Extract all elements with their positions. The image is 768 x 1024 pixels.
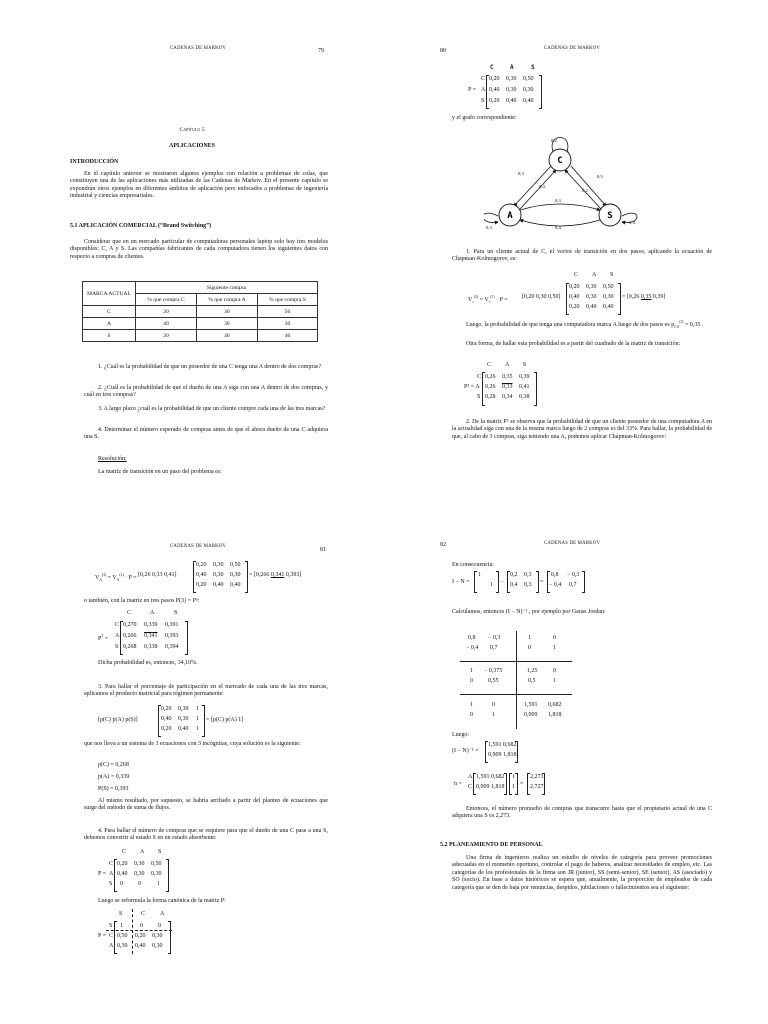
eq-col-label: S <box>174 610 178 616</box>
edge-label: 0,3 <box>518 171 524 176</box>
matrix-row-label: C <box>115 622 120 628</box>
table-row <box>83 318 318 330</box>
table-cell: S <box>83 330 136 342</box>
n-label: n = <box>454 781 462 787</box>
matrix-cell: 1 <box>512 784 515 790</box>
matrix-cell: 0,30 <box>603 294 614 300</box>
running-header: CADENAS DE MARKOV <box>544 46 601 51</box>
matrix-row-label: A <box>109 871 114 877</box>
paragraph-2: Luego, la probabilidad de que tenga una computadora marca A luego de dos pasos es $p_{CA}^{(2)} = 0,35$ . <box>466 320 704 330</box>
edge-label: 0,4 <box>629 220 635 225</box>
eq-result-highlight: 0,341 <box>270 572 285 578</box>
matrix-cell: 0,3 <box>524 572 532 578</box>
chapter-title: APLICACIONES <box>168 143 215 149</box>
p2-label: P² = A <box>464 384 480 390</box>
matrix-cell: 0,394 <box>165 644 179 650</box>
matrix-cell: 2,273 <box>530 774 544 780</box>
bracket <box>534 372 537 406</box>
matrix-cell: 0,39 <box>519 374 530 380</box>
eq-result-part: [0,26 <box>626 294 641 300</box>
steady-left: [p(C) p(A) p(S)] <box>98 717 138 723</box>
matrix-col-a: A <box>510 64 514 71</box>
matrix-cell: 0,30 <box>151 871 162 877</box>
matrix-cell: 0,30 <box>230 572 241 578</box>
edge-label: 0,3 <box>486 225 492 230</box>
eq-symbol: · P = <box>496 297 508 303</box>
matrix-cell: 0,40 <box>523 98 534 104</box>
tableau-cell: 0 <box>528 645 531 651</box>
matrix-cell: 0,4 <box>510 582 518 588</box>
eq-result: = [0,266 0,341 0,393] <box>249 572 302 578</box>
tableau-cell: 1 <box>553 645 556 651</box>
matrix-cell: 1 <box>490 582 493 588</box>
matrix-cell: 0,682 <box>491 774 505 780</box>
eq-col-label: S <box>610 272 614 278</box>
matrix-cell: 0,40 <box>178 726 189 732</box>
in-label: I − N = <box>452 579 470 585</box>
section-paragraph: Una firma de ingenieros realiza un estudio de niveles de categoría para proveer promociones adecuadas en el momento oportuno, controlar el pago de haberes, analizar necesidades de empleo, etc. Las categorías de los profesionales de la firma son JR (junior), SS (semi-senior), SE (senior), AS (asociado) y SO (socio). En base a datos históricos se espera que, anualmente, la proporción de empleados de cada categoría que se den de baja por renuncias, despidos, jubilaciones o fallecimientos sea el siguiente: <box>452 855 712 891</box>
node-label: C <box>557 156 563 166</box>
matrix-cell: 0,20 <box>489 76 500 82</box>
page-81 <box>0 512 384 1024</box>
tableau-cell: 0,682 <box>548 702 562 708</box>
eq-col-label: C <box>574 272 579 278</box>
tableau-cell: 0 <box>470 712 473 718</box>
matrix-cell: 0,50 <box>603 284 614 290</box>
bracket <box>474 571 477 593</box>
table-group-header: Siguiente compra <box>136 282 318 294</box>
matrix-cell: 0,391 <box>165 622 179 628</box>
table-cell: C <box>83 306 136 318</box>
page-number: 79 <box>318 48 324 54</box>
matrix-cell: 0,20 <box>161 726 172 732</box>
tableau-cell: 0 <box>492 702 495 708</box>
matrix-cell: 0,909 <box>488 752 502 758</box>
intro-paragraph: En el capítulo anterior se mostraron algunos ejemplos con relación a problemas de colas, que constituyen una de las aplicaciones más utilizadas de las Cadenas de Markov. En el presente capítulo se expondrán otros ejemplos en diferentes ámbitos de aplicación pero enfocados a problemas de ingeniería industrial y ciencias empresariales. <box>70 171 328 200</box>
matrix-cell: 0,50 <box>117 933 128 939</box>
matrix-cell: 1 <box>196 706 199 712</box>
solution-pa: p(A) = 0,339 <box>98 774 130 780</box>
running-header: CADENAS DE MARKOV <box>170 46 227 51</box>
tableau-cell: 0,8 <box>468 635 476 641</box>
question-1: 1. ¿Cuál es la probabilidad de que un poseedor de una C tenga una A dentro de dos compras? <box>98 364 322 370</box>
matrix-row-label: S <box>481 98 485 104</box>
page-82 <box>384 512 768 1024</box>
matrix-cell: 0,35 <box>502 374 513 380</box>
matrix-cell: 0,30 <box>213 562 224 568</box>
calc-text: Calculamos, entonces (I − N)⁻¹ , por ejemplo por Gauss Jordan: <box>452 609 606 615</box>
matrix-cell: 0,40 <box>569 294 580 300</box>
matrix-cell: 0,34 <box>502 394 513 400</box>
matrix-cell: 0,20 <box>196 582 207 588</box>
matrix-cell: − 0,3 <box>567 572 580 578</box>
bracket <box>168 921 171 954</box>
eq-result: = [0,26 0,35 0,39] <box>622 294 666 300</box>
tableau-cell: − 0,4 <box>466 645 479 651</box>
matrix-cell: 0,30 <box>178 706 189 712</box>
tableau-cell: 1 <box>528 635 531 641</box>
table-cell: 30 <box>196 306 257 318</box>
eq-col-label: S <box>158 849 162 855</box>
matrix-cell: 0,909 <box>476 784 490 790</box>
matrix-cell: 0,30 <box>134 861 145 867</box>
p3-label: $P^3$ = <box>98 634 109 642</box>
tableau-cell: 0,55 <box>488 678 499 684</box>
transition-graph <box>484 130 664 235</box>
matrix-row-label: S <box>109 881 113 887</box>
paragraph-2-tail: = 0,35 . <box>684 322 704 328</box>
eq-v2: $V_c^{(2)} = V_c^{(1)} \cdot P$ = <box>468 295 508 305</box>
canonical-text: Luego se reformula la forma canónica de la matriz P: <box>98 898 226 904</box>
table-row <box>83 306 318 318</box>
solution-ps: P(S) = 0,393 <box>98 786 129 792</box>
matrix-cell: 0,40 <box>213 582 224 588</box>
edge-a-c <box>520 170 556 209</box>
page-80 <box>384 0 768 512</box>
table-col-header: % que compra S <box>257 294 317 306</box>
minus-sign: − <box>500 579 504 585</box>
matrix-row-label: A <box>481 87 486 93</box>
abs-label: P = <box>98 871 106 877</box>
matrix-cell: 0,40 <box>506 98 517 104</box>
tableau-cell: − 0,3 <box>488 635 501 641</box>
matrix-cell: 1 <box>196 716 199 722</box>
question-3: 3. A largo plazo ¿cuál es la probabilidad de que un cliente compre cada una de las tres marcas? <box>98 406 326 412</box>
page-number: 80 <box>440 48 446 54</box>
eq-symbol: = V <box>479 297 489 303</box>
matrix-row-label: C <box>468 784 473 790</box>
canon-label: P = <box>98 933 106 939</box>
probability-text: Dicha probabilidad es, entonces, 34,10%. <box>98 660 198 666</box>
matrix-cell: 0,20 <box>117 861 128 867</box>
eq-col-label: C <box>122 849 127 855</box>
matrix-col-c: C <box>490 64 494 71</box>
matrix-cell: 0,682 <box>503 742 517 748</box>
matrix-cell: 0,20 <box>161 706 172 712</box>
table-cell: 50 <box>257 306 317 318</box>
resolution-heading: Resolución: <box>98 456 127 462</box>
matrix-cell: 0,266 <box>123 633 137 639</box>
luego-text: Luego: <box>452 732 469 738</box>
matrix-row-label: S <box>477 394 481 400</box>
eq-col-label: A <box>150 610 155 616</box>
matrix-cell: 0,338 <box>144 644 158 650</box>
table-cell: 30 <box>196 318 257 330</box>
matrix-cell: 0,40 <box>161 716 172 722</box>
matrix-cell: 0,30 <box>178 716 189 722</box>
equals-sign: = <box>540 579 544 585</box>
tableau-cell: 0,5 <box>528 678 536 684</box>
table-col-header: % que compra A <box>196 294 257 306</box>
matrix-cell: 0,40 <box>196 572 207 578</box>
tableau-cell: 0 <box>470 678 473 684</box>
matrix-cell: 1 <box>478 572 481 578</box>
edge-label: 0,2 <box>582 188 588 193</box>
matrix-cell: 1,818 <box>491 784 505 790</box>
edge-c-s <box>571 166 606 206</box>
section-heading: 5.1 APLICACIÓN COMERCIAL (“Brand Switching”) <box>70 223 212 229</box>
matrix-cell: 2,727 <box>530 784 544 790</box>
matrix-cell: 0,393 <box>165 633 179 639</box>
matrix-cell: 0 <box>158 923 161 929</box>
bracket <box>245 561 248 593</box>
eq-col-label: C <box>141 911 146 917</box>
equals-sign: = <box>520 781 524 787</box>
eq-v3: $V_A^{(3)} = V_A^{(2)} \cdot P$ = <box>95 573 137 583</box>
eq-col-label: A <box>592 272 597 278</box>
matrix-cell: 0,8 <box>551 572 559 578</box>
question-2: 2. ¿Cuál es la probabilidad de que el dueño de una A siga con una A dentro de dos compras, y cuál en tres compras? <box>84 385 328 399</box>
matrix-cell: 0 <box>120 881 123 887</box>
resolution-text: La matriz de transición en un paso del problema es: <box>98 469 222 475</box>
paragraph-3: 3. Para hallar el porcentaje de participación en el mercado de cada una de las tres marcas, aplicamos el producto matricial para régimen permanente: <box>84 684 328 698</box>
paragraph-2-text: Luego, la probabilidad de que tenga una computadora marca A luego de dos pasos es p <box>466 322 675 328</box>
table-corner: MARCA ACTUAL <box>83 282 136 306</box>
question-4: 4. Determinar el número esperado de compras antes de que el ahora dueño de una C adquiera una S. <box>84 427 328 441</box>
eq-result-part: [0,266 <box>253 572 271 578</box>
matrix-cell: 0,270 <box>123 622 137 628</box>
matrix-bracket-right <box>539 75 542 109</box>
matrix-cell: 0,41 <box>519 384 530 390</box>
matrix-cell: 0,20 <box>569 304 580 310</box>
bracket <box>166 859 169 892</box>
matrix-cell: 0,26 <box>485 374 496 380</box>
inverse-label: (I − N)⁻¹ = <box>452 748 479 754</box>
page-number: 81 <box>320 547 326 553</box>
tableau-cell: 0 <box>553 668 556 674</box>
tableau-cell: − 0,375 <box>484 668 503 674</box>
table-cell: 40 <box>196 330 257 342</box>
matrix-cell: 0,30 <box>152 943 163 949</box>
matrix-cell: 0 <box>140 923 143 929</box>
matrix-cell-highlight: 0,33 <box>502 384 513 390</box>
page-number: 82 <box>440 542 446 548</box>
solution-pc: p(C) = 0,268 <box>98 762 129 768</box>
matrix-cell: 0,40 <box>489 87 500 93</box>
matrix-cell: 0,2 <box>510 572 518 578</box>
steady-right: = [p(C) p(A) 1] <box>206 717 244 723</box>
eq-col-label: A <box>140 849 145 855</box>
bracket <box>185 621 188 655</box>
matrix-cell: 0,30 <box>117 943 128 949</box>
matrix-cell: 0,26 <box>485 384 496 390</box>
intro-heading: INTRODUCCIÓN <box>70 159 119 165</box>
matrix-cell: 0,30 <box>586 284 597 290</box>
matrix-cell: 0,30 <box>134 871 145 877</box>
matrix-cell: 0,20 <box>489 98 500 104</box>
eq-result-part: 0,393] <box>284 572 302 578</box>
brand-table <box>82 281 318 342</box>
tableau-cell: 1 <box>470 668 473 674</box>
matrix-cell: 0,30 <box>152 933 163 939</box>
matrix-row-label: S <box>115 644 119 650</box>
edge-label: 0,3 <box>555 198 561 203</box>
tableau-cell: 1 <box>492 712 495 718</box>
matrix-cell: 0,40 <box>230 582 241 588</box>
matrix-cell: 0,40 <box>135 943 146 949</box>
matrix-cell: 0,30 <box>586 294 597 300</box>
matrix-col-s: S <box>531 64 535 71</box>
eq-result-part: 0,39] <box>651 294 666 300</box>
matrix-cell: 1 <box>512 774 515 780</box>
eq-result-highlight: 0,35 <box>640 294 652 300</box>
table-col-header: % que compra C <box>136 294 197 306</box>
system-text: que nos lleva a un sistema de 3 ecuaciones con 3 incógnitas, cuya solución es la siguiente: <box>84 741 301 747</box>
matrix-row-label: C <box>109 933 114 939</box>
matrix-row-label: C <box>481 76 486 82</box>
matrix-cell: 1 <box>120 923 123 929</box>
bracket <box>536 571 539 593</box>
matrix-cell: 0,339 <box>144 622 158 628</box>
eq-col-label: A <box>505 362 510 368</box>
section-paragraph: Considerar que en un mercado particular de computadoras personales laptop solo hay tres modelos disponibles: C, A y S. Las compañías fabricantes de cada computadora tienen los siguientes datos con respecto a compras de clientes. <box>70 239 328 260</box>
paragraph-4: 2. De la matriz P² se observa que la probabilidad de que un cliente poseedor de una computadora A en la actualidad siga con una de la misma marca luego de 2 compras es del 33%. Para hallar, la probabilidad de que, al cabo de 3 compras, siga teniendo una A, podemos aplicar Chapman-Kolmogorov: <box>452 419 712 440</box>
tableau-cell: 1,591 <box>524 702 538 708</box>
matrix-cell: 1 <box>196 726 199 732</box>
matrix-row-label: A <box>468 774 473 780</box>
graph-caption: y el grafo correspondiente: <box>452 115 517 121</box>
matrix-cell: 0,40 <box>586 304 597 310</box>
matrix-cell: 0,20 <box>135 933 146 939</box>
conclusion-text: Entonces, el número promedio de compras que transcurre hasta que el propietario actual de una C adquiera una S es 2,273. <box>452 806 712 820</box>
edge-a-s <box>520 204 600 210</box>
matrix-cell-highlight: 0,341 <box>144 633 158 639</box>
tableau-divider <box>516 631 517 729</box>
matrix-cell: 0,28 <box>485 394 496 400</box>
matrix-cell: 0,268 <box>123 644 137 650</box>
chapter-label: Capítulo 5 <box>179 127 205 133</box>
tableau-rule <box>460 694 572 695</box>
tableau-cell: 1 <box>470 702 473 708</box>
table-cell: 20 <box>136 306 197 318</box>
eq-vector: [0,20 0,30 0,50] <box>522 294 561 300</box>
partition-line <box>106 930 172 931</box>
matrix-cell: 0,40 <box>117 871 128 877</box>
matrix-cell: 0,38 <box>519 394 530 400</box>
loop-a <box>484 213 498 222</box>
matrix-cell: 1,591 <box>476 774 490 780</box>
eq-col-label: S <box>119 911 123 917</box>
matrix-cell: − 0,4 <box>549 582 562 588</box>
matrix-cell: 0,50 <box>523 76 534 82</box>
page-79 <box>0 0 384 512</box>
paragraph-1: 1. Para un cliente actual de C, el vector de transición en dos pasos, aplicando la ecuación de Chapman-Kolmogorov, es: <box>452 249 712 263</box>
matrix-cell: 1 <box>157 881 160 887</box>
matrix-cell: 0 <box>138 881 141 887</box>
matrix-cell: 1,818 <box>503 752 517 758</box>
table-cell: 20 <box>136 330 197 342</box>
tableau-cell: 1,25 <box>527 668 538 674</box>
alt-text: o también, con la matriz en tres pasos P(3) = P³: <box>84 598 200 604</box>
running-header: CADENAS DE MARKOV <box>544 541 601 546</box>
tableau-cell: 0 <box>553 635 556 641</box>
paragraph-4: 4. Para hallar el número de compras que se requiere para que el dueño de una C pase a una S, debemos convertir al estado S en un estado absorbente: <box>84 828 328 842</box>
edge-label: 0,5 <box>597 174 603 179</box>
matrix-cell: 0,50 <box>151 861 162 867</box>
node-label: S <box>607 211 613 221</box>
bracket <box>582 571 585 593</box>
matrix-cell: 0,40 <box>603 304 614 310</box>
matrix-cell: 0,20 <box>196 562 207 568</box>
table-cell: 30 <box>257 318 317 330</box>
node-label: A <box>507 211 513 221</box>
table-row <box>83 330 318 342</box>
table-cell: A <box>83 318 136 330</box>
eq-col-label: C <box>487 362 492 368</box>
paragraph-3: Otra forma, de hallar esta probabilidad es a partir del cuadrado de la matriz de transición: <box>466 341 681 347</box>
matrix-cell: 0,50 <box>230 562 241 568</box>
edge-label: 0,2 <box>551 138 557 143</box>
matrix-row-label: A <box>115 633 120 639</box>
matrix-cell: 0,30 <box>506 87 517 93</box>
matrix-cell: 0,20 <box>569 284 580 290</box>
bracket <box>515 773 518 795</box>
consequence-text: En consecuencia: <box>452 562 494 568</box>
tableau-cell: 0,7 <box>490 645 498 651</box>
tableau-cell: 1,818 <box>548 712 562 718</box>
eq-vector: [0,26 0,33 0,41] <box>138 572 177 578</box>
matrix-row-label: A <box>109 943 114 949</box>
matrix-cell: 0,3 <box>524 582 532 588</box>
edge-label: 0,4 <box>539 184 545 189</box>
eq-col-label: A <box>160 911 165 917</box>
matrix-row-label: S <box>109 923 113 929</box>
running-header: CADENAS DE MARKOV <box>170 544 227 549</box>
tableau-cell: 0,909 <box>524 712 538 718</box>
matrix-cell: 0,7 <box>569 582 577 588</box>
section-heading: 5.2 PLANEAMIENTO DE PERSONAL <box>440 842 543 848</box>
tableau-cell: 1 <box>553 678 556 684</box>
matrix-row-label: C <box>109 861 114 867</box>
eq-col-label: C <box>127 610 132 616</box>
partition-line <box>132 909 133 954</box>
matrix-cell: 0,30 <box>213 572 224 578</box>
matrix-cell: 0,30 <box>506 76 517 82</box>
same-result-text: Al mismo resultado, por supuesto, se habría arribado a partir del planteo de ecuaciones que surge del método de suma de flujos. <box>84 798 328 812</box>
eq-col-label: S <box>523 362 527 368</box>
table-cell: 40 <box>257 330 317 342</box>
matrix-cell: 0,30 <box>523 87 534 93</box>
matrix-label: P = <box>468 87 476 93</box>
tableau-rule <box>460 661 572 662</box>
bracket <box>618 283 621 315</box>
matrix-cell: 1,591 <box>488 742 502 748</box>
bracket <box>202 705 205 737</box>
matrix-row-label: C <box>477 374 482 380</box>
edge-label: 0,4 <box>555 225 561 230</box>
bracket <box>496 571 499 593</box>
eq-symbol: V <box>468 297 473 303</box>
table-cell: 40 <box>136 318 197 330</box>
